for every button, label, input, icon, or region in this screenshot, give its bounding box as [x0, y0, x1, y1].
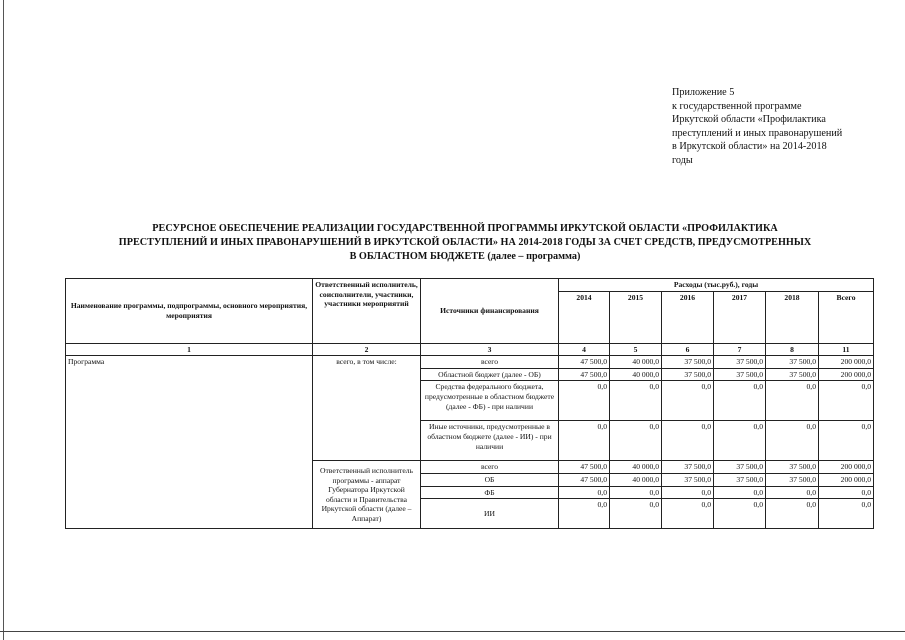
value-cell: 0,0 [610, 381, 662, 421]
resource-table [65, 278, 874, 529]
source-cell: ОБ [421, 473, 559, 486]
column-number: 3 [421, 343, 559, 356]
value-cell: 37 500,0 [662, 461, 714, 474]
value-cell: 0,0 [714, 499, 766, 529]
column-number: 2 [313, 343, 421, 356]
value-cell: 47 500,0 [559, 473, 610, 486]
appendix-line: Иркутской области «Профилактика [672, 114, 826, 126]
title-line: В ОБЛАСТНОМ БЮДЖЕТЕ (далее – программа) [349, 251, 581, 262]
column-number-row [66, 343, 874, 356]
value-cell: 37 500,0 [714, 356, 766, 369]
value-cell: 47 500,0 [559, 461, 610, 474]
value-cell: 0,0 [559, 421, 610, 461]
appendix-note [672, 86, 897, 168]
column-number: 4 [559, 343, 610, 356]
value-cell: 200 000,0 [819, 356, 874, 369]
value-cell: 0,0 [662, 499, 714, 529]
value-cell: 0,0 [559, 381, 610, 421]
value-cell: 0,0 [662, 486, 714, 499]
source-cell: ФБ [421, 486, 559, 499]
value-cell: 0,0 [662, 381, 714, 421]
column-number: 6 [662, 343, 714, 356]
value-cell: 37 500,0 [714, 461, 766, 474]
value-cell: 0,0 [610, 486, 662, 499]
header-year: 2014 [559, 291, 610, 343]
value-cell: 37 500,0 [714, 473, 766, 486]
value-cell: 0,0 [610, 421, 662, 461]
value-cell: 0,0 [766, 486, 819, 499]
value-cell: 0,0 [819, 381, 874, 421]
document-title [40, 222, 890, 264]
table-row [66, 356, 874, 369]
source-cell: ИИ [421, 499, 559, 529]
scan-edge-left [3, 0, 4, 640]
header-source: Источники финансирования [421, 279, 559, 344]
source-cell: всего [421, 461, 559, 474]
header-executor: Ответственный исполнитель, соисполнители, участники, участники мероприятий [313, 279, 421, 344]
title-line: ПРЕСТУПЛЕНИЙ И ИНЫХ ПРАВОНАРУШЕНИЙ В ИРКУТСКОЙ ОБЛАСТИ» НА 2014-2018 ГОДЫ ЗА СЧЕТ СРЕДСТВ, ПРЕДУСМОТРЕННЫХ [118, 237, 812, 248]
value-cell: 37 500,0 [766, 356, 819, 369]
value-cell: 200 000,0 [819, 473, 874, 486]
value-cell: 37 500,0 [766, 461, 819, 474]
value-cell: 37 500,0 [662, 473, 714, 486]
value-cell: 40 000,0 [610, 473, 662, 486]
value-cell: 0,0 [766, 381, 819, 421]
value-cell: 0,0 [559, 486, 610, 499]
value-cell: 0,0 [766, 499, 819, 529]
column-number: 8 [766, 343, 819, 356]
header-year: 2015 [610, 291, 662, 343]
title-line: РЕСУРСНОЕ ОБЕСПЕЧЕНИЕ РЕАЛИЗАЦИИ ГОСУДАРСТВЕННОЙ ПРОГРАММЫ ИРКУТСКОЙ ОБЛАСТИ «ПРОФИЛАКТИКА [152, 223, 778, 234]
appendix-line: в Иркутской области» на 2014-2018 [672, 141, 827, 153]
value-cell: 0,0 [819, 421, 874, 461]
source-cell: Средства федерального бюджета, предусмотренные в областном бюджете (далее - ФБ) - при наличии [421, 381, 559, 421]
value-cell: 0,0 [714, 381, 766, 421]
appendix-line: Приложение 5 [672, 87, 735, 98]
program-label: Программа [66, 356, 313, 529]
header-expenses: Расходы (тыс.руб.), годы [559, 279, 874, 292]
value-cell: 37 500,0 [766, 473, 819, 486]
header-year-total: Всего [819, 291, 874, 343]
value-cell: 47 500,0 [559, 356, 610, 369]
scan-edge-bottom [0, 631, 905, 632]
value-cell: 200 000,0 [819, 368, 874, 381]
column-number: 1 [66, 343, 313, 356]
header-name: Наименование программы, подпрограммы, основного мероприятия, мероприятия [66, 279, 313, 344]
value-cell: 0,0 [714, 486, 766, 499]
value-cell: 37 500,0 [714, 368, 766, 381]
header-year: 2016 [662, 291, 714, 343]
appendix-line: годы [672, 154, 693, 166]
value-cell: 37 500,0 [662, 356, 714, 369]
value-cell: 40 000,0 [610, 461, 662, 474]
source-cell: Иные источники, предусмотренные в областном бюджете (далее - ИИ) - при наличии [421, 421, 559, 461]
value-cell: 37 500,0 [662, 368, 714, 381]
value-cell: 0,0 [662, 421, 714, 461]
appendix-line: преступлений и иных правонарушений [672, 127, 843, 139]
value-cell: 47 500,0 [559, 368, 610, 381]
value-cell: 0,0 [819, 486, 874, 499]
header-year: 2018 [766, 291, 819, 343]
value-cell: 40 000,0 [610, 356, 662, 369]
header-year: 2017 [714, 291, 766, 343]
column-number: 11 [819, 343, 874, 356]
source-cell: всего [421, 356, 559, 369]
value-cell: 200 000,0 [819, 461, 874, 474]
value-cell: 0,0 [714, 421, 766, 461]
executor-cell: всего, в том числе: [313, 356, 421, 461]
value-cell: 37 500,0 [766, 368, 819, 381]
value-cell: 0,0 [559, 499, 610, 529]
executor-cell: Ответственный исполнитель программы - аппарат Губернатора Иркутской области и Правительства Иркутской области (далее – Аппарат) [313, 461, 421, 529]
column-number: 7 [714, 343, 766, 356]
appendix-line: к государственной программе [672, 100, 802, 112]
column-number: 5 [610, 343, 662, 356]
value-cell: 0,0 [819, 499, 874, 529]
value-cell: 0,0 [766, 421, 819, 461]
source-cell: Областной бюджет (далее - ОБ) [421, 368, 559, 381]
value-cell: 40 000,0 [610, 368, 662, 381]
value-cell: 0,0 [610, 499, 662, 529]
